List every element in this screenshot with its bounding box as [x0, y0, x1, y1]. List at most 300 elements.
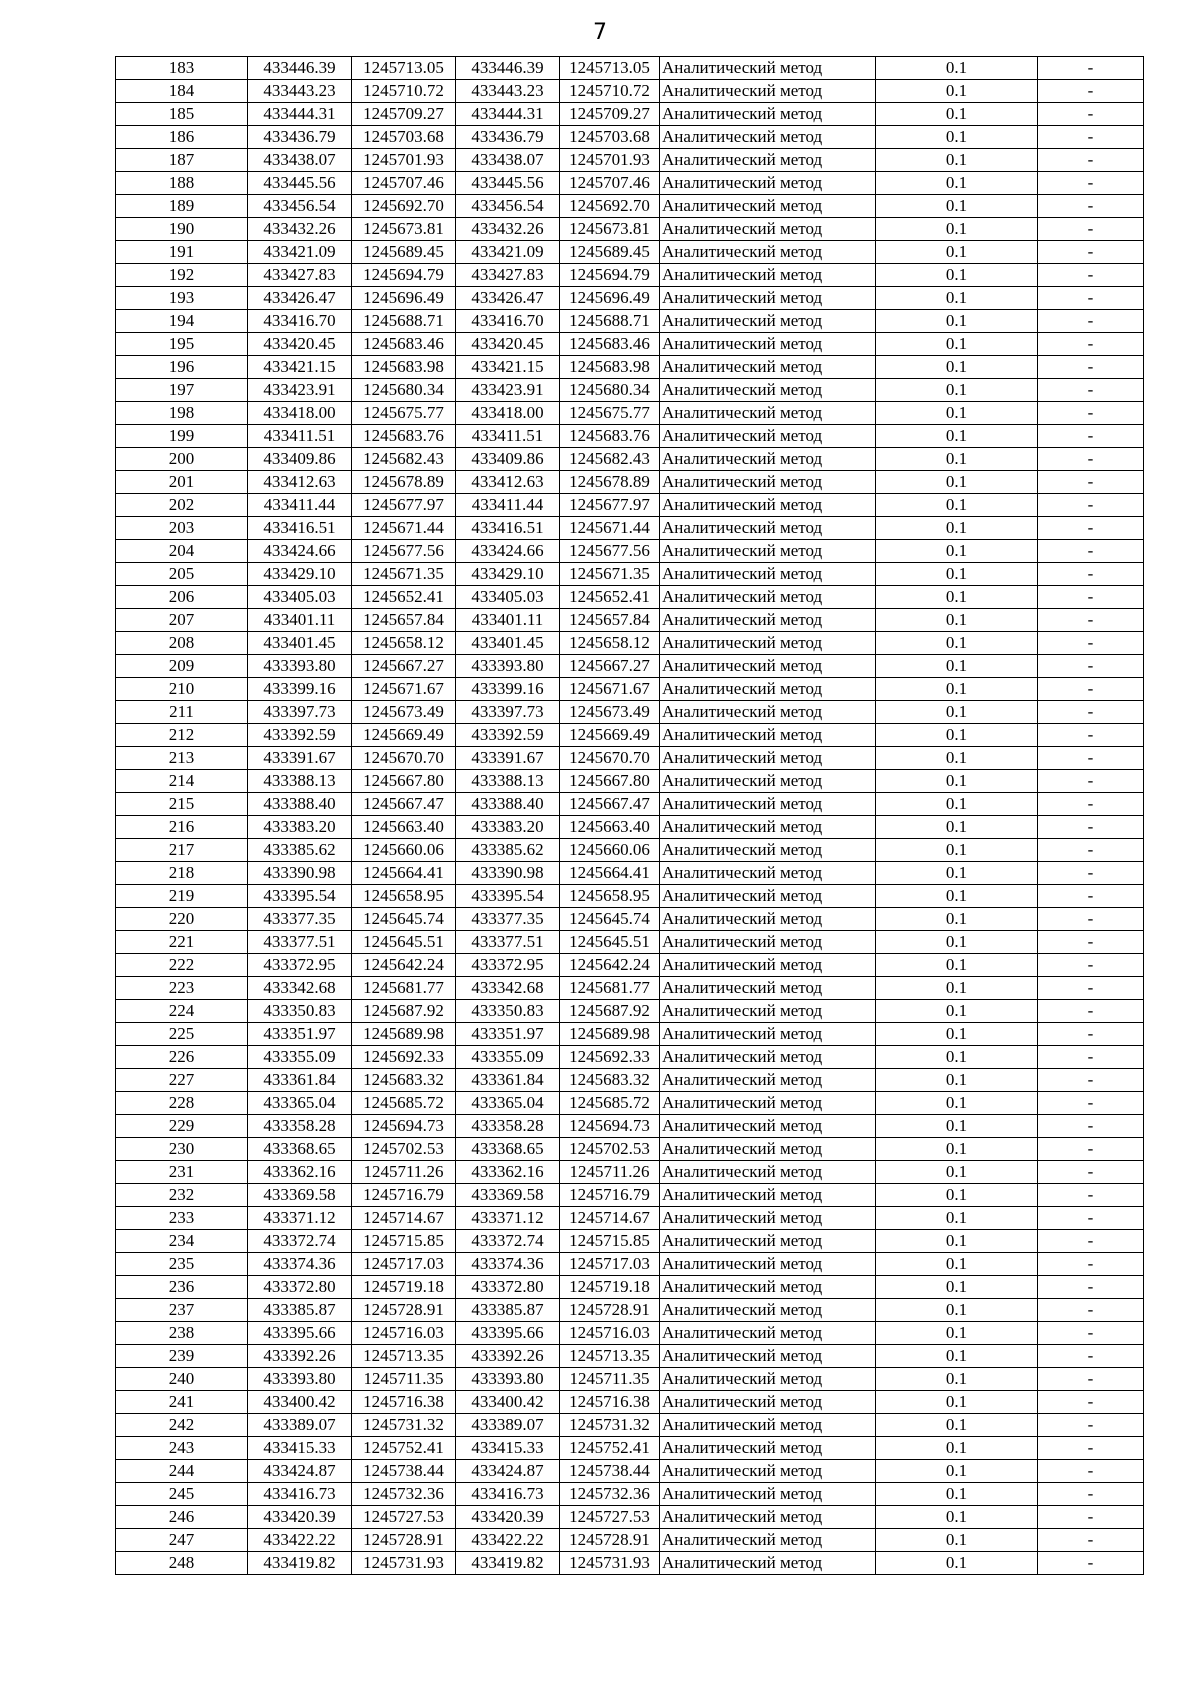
table-row [116, 862, 1144, 885]
table-row [116, 1000, 1144, 1023]
y-new-cell: 1245719.18 [560, 1276, 660, 1299]
description-cell: - [1038, 1092, 1144, 1115]
y-new-cell: 1245663.40 [560, 816, 660, 839]
x-new-cell: 433393.80 [456, 655, 560, 678]
method-cell: Аналитический метод [660, 839, 876, 862]
y-new-cell: 1245713.05 [560, 57, 660, 80]
x-new-cell: 433416.70 [456, 310, 560, 333]
x-existing-cell: 433374.36 [248, 1253, 352, 1276]
x-new-cell: 433388.40 [456, 793, 560, 816]
y-new-cell: 1245702.53 [560, 1138, 660, 1161]
precision-cell: 0.1 [876, 1460, 1038, 1483]
y-new-cell: 1245658.12 [560, 632, 660, 655]
table-row [116, 1460, 1144, 1483]
x-new-cell: 433374.36 [456, 1253, 560, 1276]
x-new-cell: 433399.16 [456, 678, 560, 701]
point-number-cell: 214 [116, 770, 248, 793]
x-new-cell: 433358.28 [456, 1115, 560, 1138]
method-cell: Аналитический метод [660, 1460, 876, 1483]
method-cell: Аналитический метод [660, 241, 876, 264]
x-existing-cell: 433420.39 [248, 1506, 352, 1529]
point-number-cell: 230 [116, 1138, 248, 1161]
description-cell: - [1038, 57, 1144, 80]
y-new-cell: 1245689.45 [560, 241, 660, 264]
method-cell: Аналитический метод [660, 379, 876, 402]
x-new-cell: 433419.82 [456, 1552, 560, 1575]
y-existing-cell: 1245658.12 [352, 632, 456, 655]
precision-cell: 0.1 [876, 1483, 1038, 1506]
x-new-cell: 433444.31 [456, 103, 560, 126]
y-new-cell: 1245716.79 [560, 1184, 660, 1207]
y-new-cell: 1245707.46 [560, 172, 660, 195]
point-number-cell: 242 [116, 1414, 248, 1437]
y-existing-cell: 1245738.44 [352, 1460, 456, 1483]
x-new-cell: 433436.79 [456, 126, 560, 149]
y-new-cell: 1245694.79 [560, 264, 660, 287]
table-row [116, 149, 1144, 172]
precision-cell: 0.1 [876, 1529, 1038, 1552]
table-row [116, 770, 1144, 793]
description-cell: - [1038, 862, 1144, 885]
x-new-cell: 433409.86 [456, 448, 560, 471]
description-cell: - [1038, 770, 1144, 793]
y-new-cell: 1245683.98 [560, 356, 660, 379]
point-number-cell: 210 [116, 678, 248, 701]
y-existing-cell: 1245667.47 [352, 793, 456, 816]
x-new-cell: 433422.22 [456, 1529, 560, 1552]
x-existing-cell: 433368.65 [248, 1138, 352, 1161]
x-existing-cell: 433392.59 [248, 724, 352, 747]
y-existing-cell: 1245663.40 [352, 816, 456, 839]
method-cell: Аналитический метод [660, 747, 876, 770]
y-new-cell: 1245701.93 [560, 149, 660, 172]
x-existing-cell: 433400.42 [248, 1391, 352, 1414]
method-cell: Аналитический метод [660, 816, 876, 839]
y-new-cell: 1245670.70 [560, 747, 660, 770]
description-cell: - [1038, 402, 1144, 425]
description-cell: - [1038, 1276, 1144, 1299]
precision-cell: 0.1 [876, 126, 1038, 149]
y-existing-cell: 1245671.67 [352, 678, 456, 701]
method-cell: Аналитический метод [660, 1046, 876, 1069]
y-existing-cell: 1245671.35 [352, 563, 456, 586]
description-cell: - [1038, 655, 1144, 678]
x-existing-cell: 433393.80 [248, 655, 352, 678]
y-existing-cell: 1245689.98 [352, 1023, 456, 1046]
point-number-cell: 194 [116, 310, 248, 333]
x-existing-cell: 433426.47 [248, 287, 352, 310]
description-cell: - [1038, 1253, 1144, 1276]
table-row [116, 57, 1144, 80]
x-existing-cell: 433446.39 [248, 57, 352, 80]
point-number-cell: 245 [116, 1483, 248, 1506]
point-number-cell: 206 [116, 586, 248, 609]
precision-cell: 0.1 [876, 333, 1038, 356]
point-number-cell: 207 [116, 609, 248, 632]
y-existing-cell: 1245671.44 [352, 517, 456, 540]
table-row [116, 126, 1144, 149]
x-existing-cell: 433390.98 [248, 862, 352, 885]
x-new-cell: 433377.51 [456, 931, 560, 954]
point-number-cell: 240 [116, 1368, 248, 1391]
precision-cell: 0.1 [876, 862, 1038, 885]
method-cell: Аналитический метод [660, 931, 876, 954]
x-new-cell: 433445.56 [456, 172, 560, 195]
y-existing-cell: 1245683.98 [352, 356, 456, 379]
x-new-cell: 433393.80 [456, 1368, 560, 1391]
x-existing-cell: 433412.63 [248, 471, 352, 494]
description-cell: - [1038, 1460, 1144, 1483]
y-existing-cell: 1245716.38 [352, 1391, 456, 1414]
y-new-cell: 1245667.47 [560, 793, 660, 816]
x-new-cell: 433418.00 [456, 402, 560, 425]
table-row [116, 1391, 1144, 1414]
y-existing-cell: 1245716.03 [352, 1322, 456, 1345]
table-row [116, 1138, 1144, 1161]
y-new-cell: 1245681.77 [560, 977, 660, 1000]
x-new-cell: 433429.10 [456, 563, 560, 586]
point-number-cell: 225 [116, 1023, 248, 1046]
precision-cell: 0.1 [876, 494, 1038, 517]
x-new-cell: 433388.13 [456, 770, 560, 793]
point-number-cell: 235 [116, 1253, 248, 1276]
y-new-cell: 1245710.72 [560, 80, 660, 103]
description-cell: - [1038, 632, 1144, 655]
x-new-cell: 433371.12 [456, 1207, 560, 1230]
x-existing-cell: 433416.70 [248, 310, 352, 333]
table-row [116, 402, 1144, 425]
y-existing-cell: 1245642.24 [352, 954, 456, 977]
x-existing-cell: 433371.12 [248, 1207, 352, 1230]
y-existing-cell: 1245713.05 [352, 57, 456, 80]
point-number-cell: 231 [116, 1161, 248, 1184]
method-cell: Аналитический метод [660, 1529, 876, 1552]
precision-cell: 0.1 [876, 1253, 1038, 1276]
x-new-cell: 433372.95 [456, 954, 560, 977]
x-existing-cell: 433389.07 [248, 1414, 352, 1437]
y-existing-cell: 1245701.93 [352, 149, 456, 172]
y-existing-cell: 1245714.67 [352, 1207, 456, 1230]
x-new-cell: 433426.47 [456, 287, 560, 310]
description-cell: - [1038, 609, 1144, 632]
x-new-cell: 433365.04 [456, 1092, 560, 1115]
precision-cell: 0.1 [876, 287, 1038, 310]
y-new-cell: 1245713.35 [560, 1345, 660, 1368]
table-row [116, 494, 1144, 517]
description-cell: - [1038, 425, 1144, 448]
table-row [116, 908, 1144, 931]
x-new-cell: 433390.98 [456, 862, 560, 885]
x-new-cell: 433385.62 [456, 839, 560, 862]
precision-cell: 0.1 [876, 701, 1038, 724]
x-existing-cell: 433423.91 [248, 379, 352, 402]
y-new-cell: 1245683.76 [560, 425, 660, 448]
method-cell: Аналитический метод [660, 1253, 876, 1276]
y-existing-cell: 1245664.41 [352, 862, 456, 885]
table-row [116, 471, 1144, 494]
y-existing-cell: 1245682.43 [352, 448, 456, 471]
y-existing-cell: 1245728.91 [352, 1299, 456, 1322]
precision-cell: 0.1 [876, 540, 1038, 563]
description-cell: - [1038, 793, 1144, 816]
x-new-cell: 433415.33 [456, 1437, 560, 1460]
table-row [116, 954, 1144, 977]
x-new-cell: 433438.07 [456, 149, 560, 172]
y-existing-cell: 1245709.27 [352, 103, 456, 126]
y-existing-cell: 1245702.53 [352, 1138, 456, 1161]
y-existing-cell: 1245711.26 [352, 1161, 456, 1184]
point-number-cell: 205 [116, 563, 248, 586]
table-row [116, 701, 1144, 724]
y-new-cell: 1245642.24 [560, 954, 660, 977]
method-cell: Аналитический метод [660, 1322, 876, 1345]
precision-cell: 0.1 [876, 241, 1038, 264]
point-number-cell: 213 [116, 747, 248, 770]
point-number-cell: 226 [116, 1046, 248, 1069]
description-cell: - [1038, 1552, 1144, 1575]
y-new-cell: 1245703.68 [560, 126, 660, 149]
y-new-cell: 1245667.27 [560, 655, 660, 678]
y-new-cell: 1245683.32 [560, 1069, 660, 1092]
precision-cell: 0.1 [876, 632, 1038, 655]
x-new-cell: 433420.39 [456, 1506, 560, 1529]
method-cell: Аналитический метод [660, 1368, 876, 1391]
description-cell: - [1038, 1345, 1144, 1368]
x-existing-cell: 433401.11 [248, 609, 352, 632]
precision-cell: 0.1 [876, 195, 1038, 218]
y-new-cell: 1245658.95 [560, 885, 660, 908]
description-cell: - [1038, 126, 1144, 149]
y-new-cell: 1245645.74 [560, 908, 660, 931]
table-row [116, 195, 1144, 218]
x-new-cell: 433456.54 [456, 195, 560, 218]
method-cell: Аналитический метод [660, 1207, 876, 1230]
y-existing-cell: 1245669.49 [352, 724, 456, 747]
point-number-cell: 246 [116, 1506, 248, 1529]
y-existing-cell: 1245713.35 [352, 1345, 456, 1368]
y-new-cell: 1245652.41 [560, 586, 660, 609]
x-existing-cell: 433399.16 [248, 678, 352, 701]
table-row [116, 448, 1144, 471]
description-cell: - [1038, 333, 1144, 356]
description-cell: - [1038, 816, 1144, 839]
y-existing-cell: 1245652.41 [352, 586, 456, 609]
description-cell: - [1038, 1322, 1144, 1345]
x-existing-cell: 433411.44 [248, 494, 352, 517]
table-row [116, 586, 1144, 609]
y-new-cell: 1245671.44 [560, 517, 660, 540]
method-cell: Аналитический метод [660, 103, 876, 126]
point-number-cell: 212 [116, 724, 248, 747]
point-number-cell: 236 [116, 1276, 248, 1299]
y-existing-cell: 1245645.51 [352, 931, 456, 954]
method-cell: Аналитический метод [660, 287, 876, 310]
point-number-cell: 247 [116, 1529, 248, 1552]
description-cell: - [1038, 103, 1144, 126]
method-cell: Аналитический метод [660, 1092, 876, 1115]
method-cell: Аналитический метод [660, 1391, 876, 1414]
method-cell: Аналитический метод [660, 1414, 876, 1437]
method-cell: Аналитический метод [660, 1506, 876, 1529]
precision-cell: 0.1 [876, 264, 1038, 287]
x-new-cell: 433411.44 [456, 494, 560, 517]
table-row [116, 609, 1144, 632]
precision-cell: 0.1 [876, 885, 1038, 908]
description-cell: - [1038, 1161, 1144, 1184]
table-row [116, 172, 1144, 195]
table-row [116, 1023, 1144, 1046]
y-new-cell: 1245671.67 [560, 678, 660, 701]
x-existing-cell: 433369.58 [248, 1184, 352, 1207]
description-cell: - [1038, 218, 1144, 241]
description-cell: - [1038, 1506, 1144, 1529]
table-row [116, 1414, 1144, 1437]
y-existing-cell: 1245673.81 [352, 218, 456, 241]
precision-cell: 0.1 [876, 816, 1038, 839]
precision-cell: 0.1 [876, 1322, 1038, 1345]
point-number-cell: 196 [116, 356, 248, 379]
x-existing-cell: 433432.26 [248, 218, 352, 241]
precision-cell: 0.1 [876, 1345, 1038, 1368]
x-existing-cell: 433350.83 [248, 1000, 352, 1023]
method-cell: Аналитический метод [660, 1000, 876, 1023]
description-cell: - [1038, 1368, 1144, 1391]
point-number-cell: 192 [116, 264, 248, 287]
x-existing-cell: 433362.16 [248, 1161, 352, 1184]
x-existing-cell: 433411.51 [248, 425, 352, 448]
table-row [116, 1506, 1144, 1529]
method-cell: Аналитический метод [660, 563, 876, 586]
x-new-cell: 433405.03 [456, 586, 560, 609]
precision-cell: 0.1 [876, 1023, 1038, 1046]
precision-cell: 0.1 [876, 1230, 1038, 1253]
precision-cell: 0.1 [876, 517, 1038, 540]
x-existing-cell: 433420.45 [248, 333, 352, 356]
x-new-cell: 433400.42 [456, 1391, 560, 1414]
y-existing-cell: 1245731.32 [352, 1414, 456, 1437]
y-existing-cell: 1245692.70 [352, 195, 456, 218]
method-cell: Аналитический метод [660, 1184, 876, 1207]
method-cell: Аналитический метод [660, 885, 876, 908]
x-new-cell: 433412.63 [456, 471, 560, 494]
x-new-cell: 433421.09 [456, 241, 560, 264]
precision-cell: 0.1 [876, 1000, 1038, 1023]
y-existing-cell: 1245728.91 [352, 1529, 456, 1552]
method-cell: Аналитический метод [660, 425, 876, 448]
precision-cell: 0.1 [876, 793, 1038, 816]
point-number-cell: 204 [116, 540, 248, 563]
method-cell: Аналитический метод [660, 540, 876, 563]
y-new-cell: 1245696.49 [560, 287, 660, 310]
x-existing-cell: 433358.28 [248, 1115, 352, 1138]
x-new-cell: 433446.39 [456, 57, 560, 80]
y-new-cell: 1245694.73 [560, 1115, 660, 1138]
precision-cell: 0.1 [876, 57, 1038, 80]
x-existing-cell: 433365.04 [248, 1092, 352, 1115]
method-cell: Аналитический метод [660, 494, 876, 517]
x-existing-cell: 433372.74 [248, 1230, 352, 1253]
method-cell: Аналитический метод [660, 126, 876, 149]
table-row [116, 1207, 1144, 1230]
method-cell: Аналитический метод [660, 977, 876, 1000]
x-existing-cell: 433385.62 [248, 839, 352, 862]
method-cell: Аналитический метод [660, 1345, 876, 1368]
x-existing-cell: 433445.56 [248, 172, 352, 195]
precision-cell: 0.1 [876, 379, 1038, 402]
y-existing-cell: 1245711.35 [352, 1368, 456, 1391]
x-new-cell: 433423.91 [456, 379, 560, 402]
description-cell: - [1038, 908, 1144, 931]
method-cell: Аналитический метод [660, 1069, 876, 1092]
x-existing-cell: 433377.35 [248, 908, 352, 931]
point-number-cell: 186 [116, 126, 248, 149]
description-cell: - [1038, 977, 1144, 1000]
y-existing-cell: 1245752.41 [352, 1437, 456, 1460]
y-existing-cell: 1245645.74 [352, 908, 456, 931]
precision-cell: 0.1 [876, 586, 1038, 609]
y-new-cell: 1245645.51 [560, 931, 660, 954]
method-cell: Аналитический метод [660, 1023, 876, 1046]
method-cell: Аналитический метод [660, 632, 876, 655]
x-existing-cell: 433424.66 [248, 540, 352, 563]
table-row [116, 287, 1144, 310]
method-cell: Аналитический метод [660, 80, 876, 103]
y-existing-cell: 1245683.46 [352, 333, 456, 356]
description-cell: - [1038, 195, 1144, 218]
method-cell: Аналитический метод [660, 517, 876, 540]
description-cell: - [1038, 264, 1144, 287]
y-existing-cell: 1245694.73 [352, 1115, 456, 1138]
method-cell: Аналитический метод [660, 954, 876, 977]
point-number-cell: 209 [116, 655, 248, 678]
y-new-cell: 1245687.92 [560, 1000, 660, 1023]
description-cell: - [1038, 1230, 1144, 1253]
x-new-cell: 433421.15 [456, 356, 560, 379]
method-cell: Аналитический метод [660, 1299, 876, 1322]
point-number-cell: 241 [116, 1391, 248, 1414]
x-existing-cell: 433416.51 [248, 517, 352, 540]
x-new-cell: 433351.97 [456, 1023, 560, 1046]
table-row [116, 356, 1144, 379]
y-new-cell: 1245683.46 [560, 333, 660, 356]
precision-cell: 0.1 [876, 218, 1038, 241]
x-new-cell: 433395.54 [456, 885, 560, 908]
table-row [116, 655, 1144, 678]
x-existing-cell: 433401.45 [248, 632, 352, 655]
description-cell: - [1038, 448, 1144, 471]
x-existing-cell: 433392.26 [248, 1345, 352, 1368]
x-new-cell: 433395.66 [456, 1322, 560, 1345]
y-existing-cell: 1245727.53 [352, 1506, 456, 1529]
precision-cell: 0.1 [876, 563, 1038, 586]
x-existing-cell: 433393.80 [248, 1368, 352, 1391]
description-cell: - [1038, 1207, 1144, 1230]
description-cell: - [1038, 701, 1144, 724]
table-row [116, 1368, 1144, 1391]
x-existing-cell: 433405.03 [248, 586, 352, 609]
precision-cell: 0.1 [876, 678, 1038, 701]
point-number-cell: 203 [116, 517, 248, 540]
method-cell: Аналитический метод [660, 195, 876, 218]
x-new-cell: 433383.20 [456, 816, 560, 839]
method-cell: Аналитический метод [660, 1230, 876, 1253]
table-row [116, 563, 1144, 586]
method-cell: Аналитический метод [660, 701, 876, 724]
table-row [116, 1092, 1144, 1115]
x-new-cell: 433372.74 [456, 1230, 560, 1253]
y-new-cell: 1245728.91 [560, 1299, 660, 1322]
point-number-cell: 198 [116, 402, 248, 425]
